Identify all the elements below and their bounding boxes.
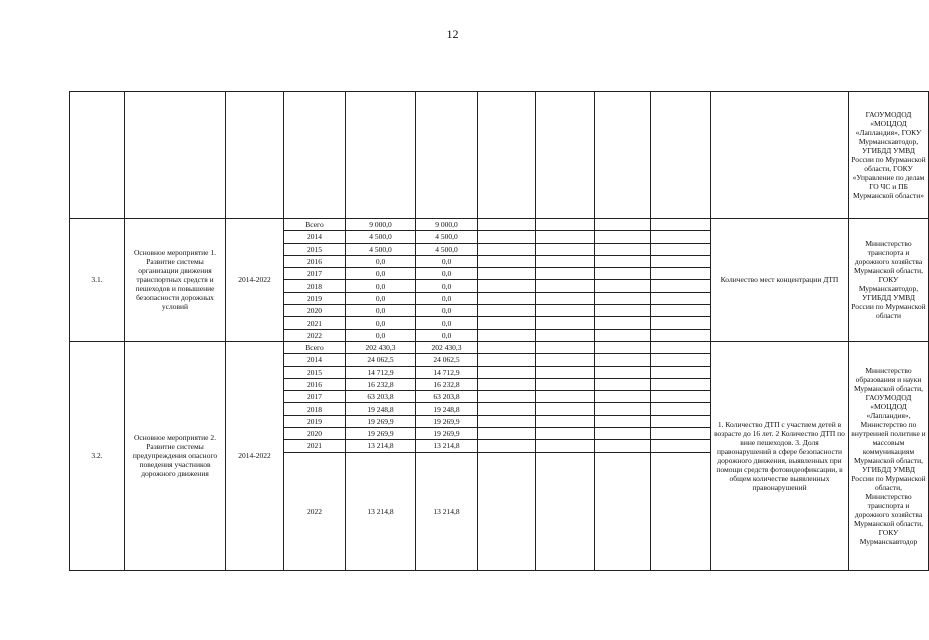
year-cell: 2019 xyxy=(284,292,346,304)
regional-cell: 24 062,5 xyxy=(416,354,478,366)
indicator-cell: Количество мест концентрации ДТП xyxy=(711,219,849,342)
regional-cell: 0,0 xyxy=(416,255,478,267)
total-cell: 0,0 xyxy=(346,317,416,329)
total-cell: 19 269,9 xyxy=(346,415,416,427)
year-cell: 2022 xyxy=(284,452,346,570)
regional-cell: 0,0 xyxy=(416,292,478,304)
year-cell: 2021 xyxy=(284,317,346,329)
page-number: 12 xyxy=(446,27,459,41)
total-cell: 13 214,8 xyxy=(346,440,416,452)
section-name: Основное мероприятие 2. Развитие системы предупреждения опасного поведения участников дорожного движения xyxy=(125,341,226,570)
table-row xyxy=(70,219,929,231)
regional-cell: 0,0 xyxy=(416,305,478,317)
regional-cell: 0,0 xyxy=(416,317,478,329)
year-cell: 2020 xyxy=(284,428,346,440)
year-cell: 2017 xyxy=(284,268,346,280)
year-cell: 2018 xyxy=(284,403,346,415)
year-cell: 2020 xyxy=(284,305,346,317)
total-cell: 63 203,8 xyxy=(346,391,416,403)
year-cell: 2016 xyxy=(284,255,346,267)
total-cell: 0,0 xyxy=(346,255,416,267)
regional-cell: 0,0 xyxy=(416,268,478,280)
year-cell: 2014 xyxy=(284,231,346,243)
total-cell: 0,0 xyxy=(346,268,416,280)
year-cell: 2022 xyxy=(284,329,346,341)
year-cell: 2016 xyxy=(284,378,346,390)
continuation-row xyxy=(70,92,929,219)
section-period: 2014-2022 xyxy=(226,219,284,342)
total-cell: 0,0 xyxy=(346,292,416,304)
total-cell: 13 214,8 xyxy=(346,452,416,570)
year-cell: 2015 xyxy=(284,243,346,255)
regional-cell: 14 712,9 xyxy=(416,366,478,378)
total-cell: 4 500,0 xyxy=(346,231,416,243)
year-cell: 2019 xyxy=(284,415,346,427)
total-cell: 9 000,0 xyxy=(346,219,416,231)
table-row xyxy=(70,341,929,353)
responsible-cell: Министерство транспорта и дорожного хозяйства Мурманской области, ГОКУ Мурманскавтодор, УГИБДД УМВД России по Мурманской области xyxy=(849,219,929,342)
regional-cell: 19 248,8 xyxy=(416,403,478,415)
regional-cell: 0,0 xyxy=(416,329,478,341)
section-period: 2014-2022 xyxy=(226,341,284,570)
year-cell: Всего xyxy=(284,219,346,231)
regional-cell: 0,0 xyxy=(416,280,478,292)
total-cell: 16 232,8 xyxy=(346,378,416,390)
regional-cell: 19 269,9 xyxy=(416,428,478,440)
regional-cell: 16 232,8 xyxy=(416,378,478,390)
year-cell: 2018 xyxy=(284,280,346,292)
year-cell: 2015 xyxy=(284,366,346,378)
regional-cell: 202 430,3 xyxy=(416,341,478,353)
section-name: Основное мероприятие 1. Развитие системы организации движения транспортных средств и пешеходов и повышение безопасности дорожных условий xyxy=(125,219,226,342)
regional-cell: 63 203,8 xyxy=(416,391,478,403)
program-table xyxy=(69,91,929,571)
total-cell: 0,0 xyxy=(346,329,416,341)
year-cell: 2017 xyxy=(284,391,346,403)
total-cell: 19 248,8 xyxy=(346,403,416,415)
section-number: 3.1. xyxy=(70,219,125,342)
section-number: 3.2. xyxy=(70,341,125,570)
year-cell: 2021 xyxy=(284,440,346,452)
regional-cell: 13 214,8 xyxy=(416,440,478,452)
responsible-cell: Министерство образования и науки Мурманской области, ГАОУМОДОД «МОЦДОД «Лапландия», Министерство по внутренней политике и массовым коммуникациям Мурманской области, УГИБДД УМВД России по Мурманской области, Министерство транспорта и дорожного хозяйства Мурманской области, ГОКУ Мурманскавтодор xyxy=(849,341,929,570)
indicator-cell: 1. Количество ДТП с участием детей в возрасте до 16 лет. 2 Количество ДТП по вине пешеходов. 3. Доля правонарушений в сфере безопасности дорожного движения, выявленных при помощи средств фотовидеофиксации, в общем количестве выявленных правонарушений xyxy=(711,341,849,570)
total-cell: 202 430,3 xyxy=(346,341,416,353)
regional-cell: 4 500,0 xyxy=(416,243,478,255)
responsible-cell: ГАОУМОДОД «МОЦДОД «Лапландия», ГОКУ Мурманскавтодор, УГИБДД УМВД России по Мурманской области, ГОКУ «Управление по делам ГО ЧС и ПБ Мурманской области» xyxy=(849,92,929,219)
total-cell: 19 269,9 xyxy=(346,428,416,440)
regional-cell: 4 500,0 xyxy=(416,231,478,243)
year-cell: 2014 xyxy=(284,354,346,366)
total-cell: 4 500,0 xyxy=(346,243,416,255)
year-cell: Всего xyxy=(284,341,346,353)
total-cell: 24 062,5 xyxy=(346,354,416,366)
regional-cell: 13 214,8 xyxy=(416,452,478,570)
total-cell: 14 712,9 xyxy=(346,366,416,378)
regional-cell: 19 269,9 xyxy=(416,415,478,427)
total-cell: 0,0 xyxy=(346,305,416,317)
total-cell: 0,0 xyxy=(346,280,416,292)
regional-cell: 9 000,0 xyxy=(416,219,478,231)
